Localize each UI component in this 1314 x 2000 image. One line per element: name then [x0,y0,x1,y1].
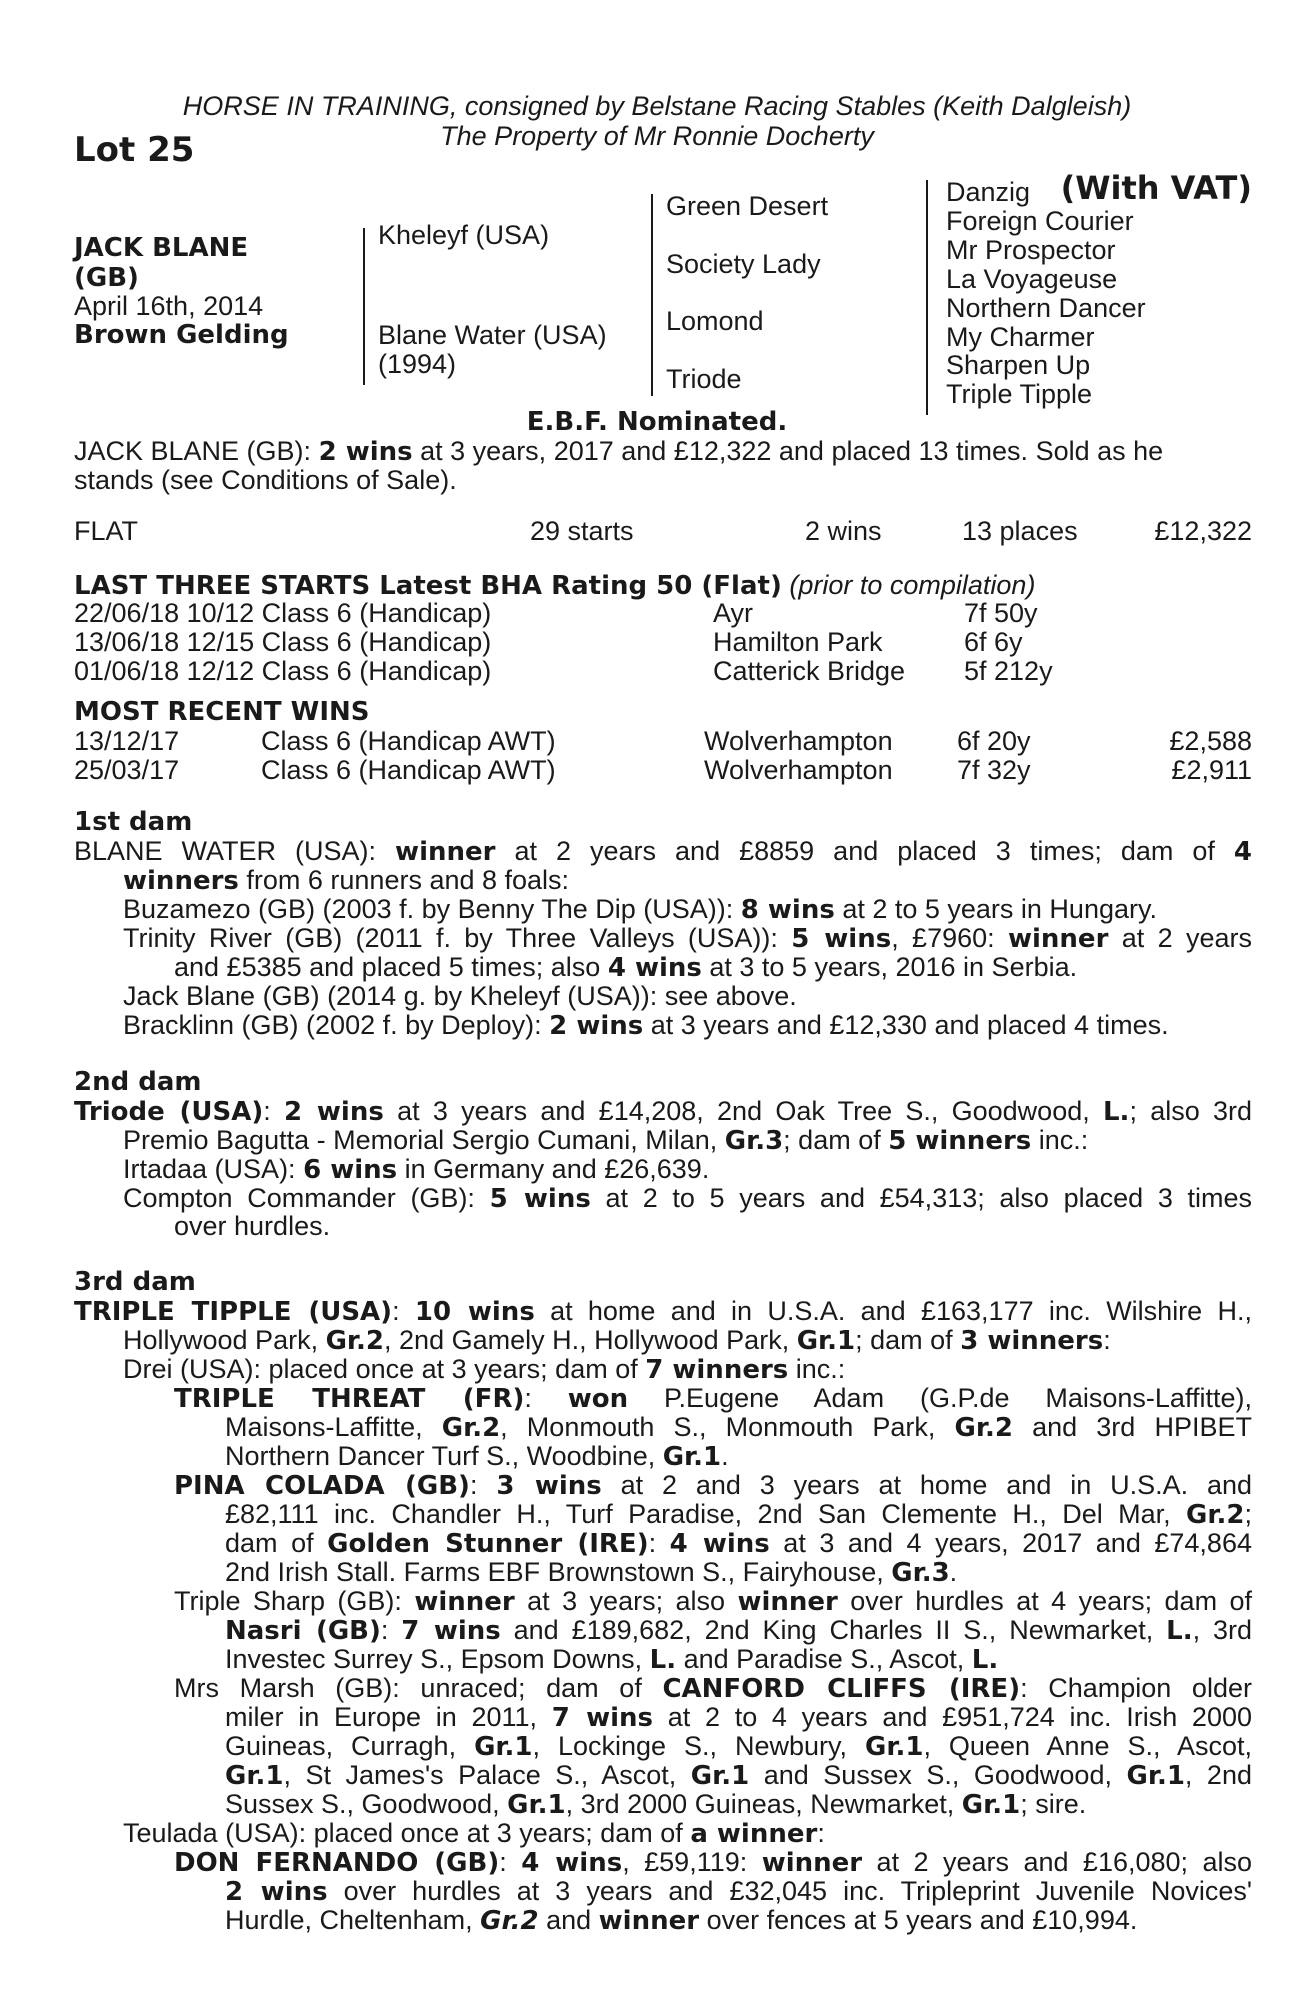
third-dam-line: Hollywood Park, Gr.2, 2nd Gamely H., Hollywood Park, Gr.1; dam of 3 winners: [123,1325,1111,1356]
first-dam-progeny: Buzamezo (GB) (2003 f. by Benny The Dip (USA)): 8 wins at 2 to 5 years in Hungary. [123,894,1157,925]
third-dam-progeny: Sussex S., Goodwood, Gr.1, 3rd 2000 Guineas, Newmarket, Gr.1; sire. [225,1789,1087,1820]
horse-country: (GB) [74,263,139,293]
last-start-course: Catterick Bridge [713,656,906,686]
dam-year: (1994) [378,349,457,379]
win-dist: 6f 20y [957,726,1031,756]
dam: Blane Water (USA) [378,320,607,350]
win-dist: 7f 32y [957,755,1031,785]
granddam-1: Society Lady [666,249,821,279]
summary-line-2: stands (see Conditions of Sale). [74,465,457,495]
second-dam-line: Premio Bagutta - Memorial Sergio Cumani, Milan, Gr.3; dam of 5 winners inc.: [123,1125,1089,1156]
ancestor-2: Foreign Courier [946,206,1134,236]
first-dam-line: BLANE WATER (USA): winner at 2 years and £8859 and placed 3 times; dam of 4 [74,836,1252,867]
horse-dob: April 16th, 2014 [74,291,264,321]
ancestor-3: Mr Prospector [946,235,1116,265]
ancestor-1: Danzig [946,177,1031,207]
third-dam-progeny: Drei (USA): placed once at 3 years; dam of 7 winners inc.: [123,1354,846,1385]
consignor-line: HORSE IN TRAINING, consigned by Belstane Racing Stables (Keith Dalgleish) [182,91,1132,121]
last-start-course: Ayr [713,598,754,628]
third-dam-progeny: dam of Golden Stunner (IRE): 4 wins at 3 and 4 years, 2017 and £74,864 [225,1528,1252,1559]
pedigree-divider-1 [363,228,365,385]
third-dam-progeny: Gr.1, St James's Palace S., Ascot, Gr.1 and Sussex S., Goodwood, Gr.1, 2nd [225,1760,1252,1791]
flat-prize: £12,322 [1154,516,1252,546]
third-dam-progeny: 2nd Irish Stall. Farms EBF Brownstown S., Fairyhouse, Gr.3. [225,1557,958,1588]
second-dam-progeny: Irtadaa (USA): 6 wins in Germany and £26,639. [123,1154,710,1185]
third-dam-progeny: Guineas, Curragh, Gr.1, Lockinge S., Newbury, Gr.1, Queen Anne S., Ascot, [225,1731,1252,1762]
third-dam-progeny: Hurdle, Cheltenham, Gr.2 and winner over fences at 5 years and £10,994. [225,1905,1138,1936]
third-dam-heading: 3rd dam [74,1267,196,1297]
sire: Kheleyf (USA) [378,220,550,250]
third-dam-progeny: miler in Europe in 2011, 7 wins at 2 to 4 years and £951,724 inc. Irish 2000 [225,1702,1253,1733]
last-start-dist: 5f 212y [964,656,1053,686]
win-prize: £2,588 [1169,726,1252,756]
grandsire-2: Lomond [666,306,764,336]
horse-name: JACK BLANE [74,233,249,263]
summary-line-1: JACK BLANE (GB): 2 wins at 3 years, 2017 and £12,322 and placed 13 times. Sold as he [74,436,1164,467]
first-dam-heading: 1st dam [74,807,193,837]
ancestor-5: Northern Dancer [946,293,1146,323]
win-course: Wolverhampton [704,755,893,785]
ancestor-4: La Voyageuse [946,264,1118,294]
third-dam-progeny: Northern Dancer Turf S., Woodbine, Gr.1. [225,1441,729,1472]
second-dam-progeny: over hurdles. [174,1211,331,1241]
second-dam-heading: 2nd dam [74,1067,202,1097]
win-prize: £2,911 [1171,755,1252,785]
flat-places: 13 places [962,516,1078,546]
third-dam-line: TRIPLE TIPPLE (USA): 10 wins at home and in U.S.A. and £163,177 inc. Wilshire H., [74,1296,1252,1327]
first-dam-progeny: and £5385 and placed 5 times; also 4 wins at 3 to 5 years, 2016 in Serbia. [174,952,1078,983]
last-start-race: 01/06/18 12/12 Class 6 (Handicap) [74,656,492,686]
first-dam-progeny: Trinity River (GB) (2011 f. by Three Valleys (USA)): 5 wins, £7960: winner at 2 years [123,923,1253,954]
win-race: Class 6 (Handicap AWT) [261,755,556,785]
third-dam-progeny: Maisons-Laffitte, Gr.2, Monmouth S., Monmouth Park, Gr.2 and 3rd HPIBET [225,1412,1252,1443]
pedigree-divider-2 [651,194,653,396]
last-start-race: 13/06/18 12/15 Class 6 (Handicap) [74,627,492,657]
vat-label: (With VAT) [1060,169,1252,207]
first-dam-progeny: Bracklinn (GB) (2002 f. by Deploy): 2 wins at 3 years and £12,330 and placed 4 times. [123,1010,1169,1041]
grandsire-1: Green Desert [666,191,829,221]
third-dam-progeny: TRIPLE THREAT (FR): won P.Eugene Adam (G.P.de Maisons-Laffitte), [174,1383,1252,1414]
third-dam-progeny: DON FERNANDO (GB): 4 wins, £59,119: winner at 2 years and £16,080; also [174,1847,1253,1878]
third-dam-progeny: Mrs Marsh (GB): unraced; dam of CANFORD CLIFFS (IRE): Champion older [174,1673,1252,1704]
last-start-race: 22/06/18 10/12 Class 6 (Handicap) [74,598,492,628]
win-date: 13/12/17 [74,726,180,756]
flat-label: FLAT [74,516,139,546]
second-dam-progeny: Compton Commander (GB): 5 wins at 2 to 5 years and £54,313; also placed 3 times [123,1183,1253,1214]
third-dam-progeny: PINA COLADA (GB): 3 wins at 2 and 3 years at home and in U.S.A. and [174,1470,1253,1501]
ebf-nominated: E.B.F. Nominated. [526,407,788,437]
ancestor-8: Triple Tipple [946,379,1093,409]
win-race: Class 6 (Handicap AWT) [261,726,556,756]
ancestor-6: My Charmer [946,322,1095,352]
horse-sex: Brown Gelding [74,320,289,350]
property-line: The Property of Mr Ronnie Docherty [440,121,874,151]
second-dam-line: Triode (USA): 2 wins at 3 years and £14,208, 2nd Oak Tree S., Goodwood, L.; also 3rd [74,1096,1252,1127]
lot-number: Lot 25 [74,130,195,170]
ancestor-7: Sharpen Up [946,350,1091,380]
flat-wins: 2 wins [805,516,882,546]
last-three-heading: LAST THREE STARTS Latest BHA Rating 50 (Flat) (prior to compilation) [74,570,1036,601]
last-start-dist: 7f 50y [964,598,1038,628]
third-dam-progeny: Triple Sharp (GB): winner at 3 years; also winner over hurdles at 4 years; dam of [174,1586,1253,1617]
pedigree-divider-3 [926,180,928,415]
win-date: 25/03/17 [74,755,180,785]
granddam-2: Triode [666,364,742,394]
first-dam-progeny: Jack Blane (GB) (2014 g. by Kheleyf (USA)): see above. [123,981,797,1011]
first-dam-line: winners from 6 runners and 8 foals: [123,865,570,896]
win-course: Wolverhampton [704,726,893,756]
third-dam-progeny: Nasri (GB): 7 wins and £189,682, 2nd King Charles II S., Newmarket, L., 3rd [225,1615,1252,1646]
third-dam-progeny: Teulada (USA): placed once at 3 years; dam of a winner: [123,1818,825,1849]
last-start-dist: 6f 6y [964,627,1023,657]
last-start-course: Hamilton Park [713,627,883,657]
recent-wins-heading: MOST RECENT WINS [74,697,370,727]
third-dam-progeny: 2 wins over hurdles at 3 years and £32,045 inc. Tripleprint Juvenile Novices' [225,1876,1253,1907]
flat-starts: 29 starts [530,516,634,546]
third-dam-progeny: £82,111 inc. Chandler H., Turf Paradise, 2nd San Clemente H., Del Mar, Gr.2; [225,1499,1252,1530]
third-dam-progeny: Investec Surrey S., Epsom Downs, L. and Paradise S., Ascot, L. [225,1644,999,1675]
